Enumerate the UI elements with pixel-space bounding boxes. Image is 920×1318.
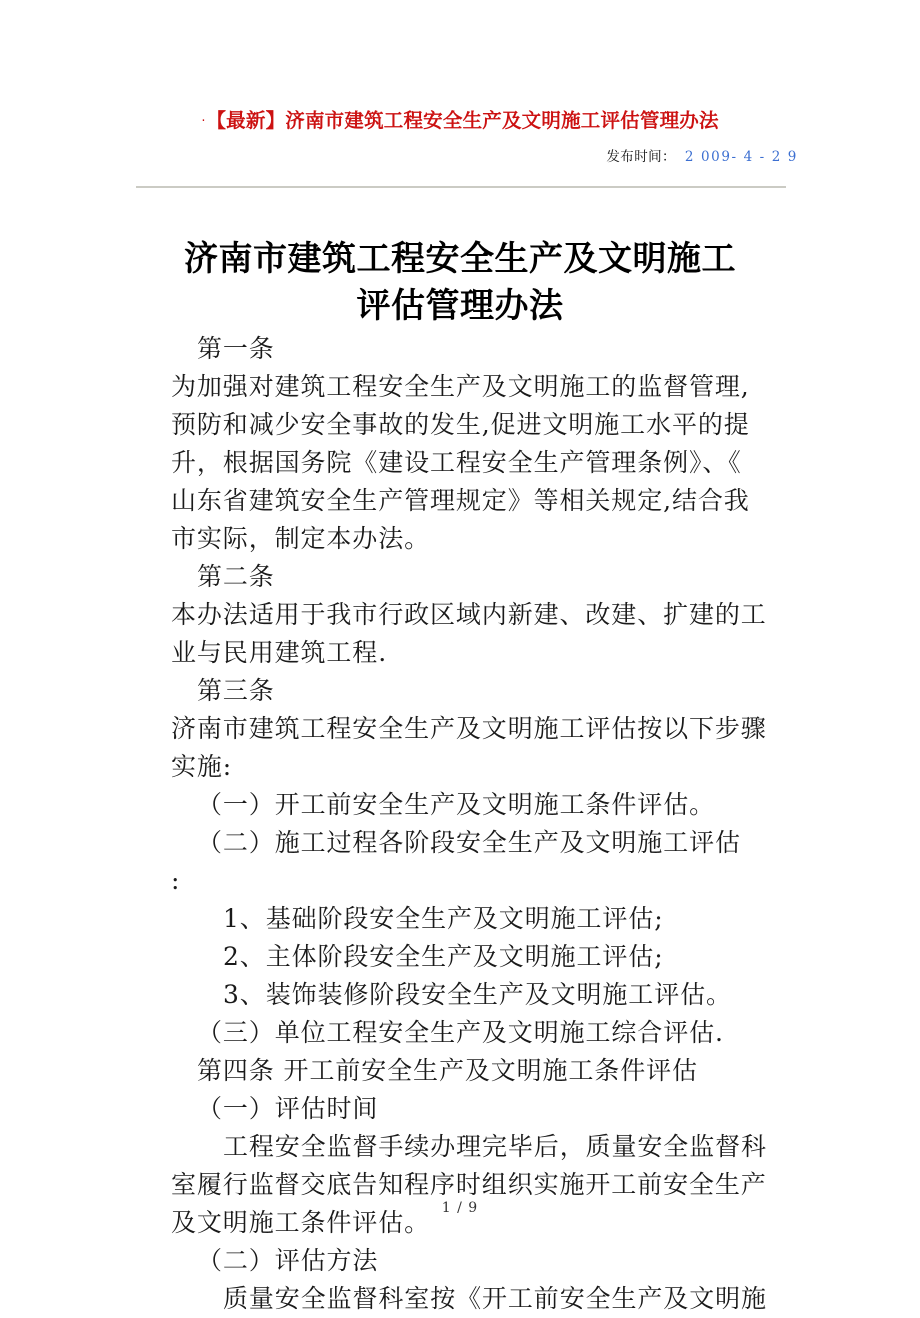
header-divider (136, 186, 786, 188)
document-body (171, 330, 767, 1318)
header-meta (0, 147, 920, 166)
body-line: 3、装饰装修阶段安全生产及文明施工评估。 (223, 980, 732, 1009)
body-line: 1、基础阶段安全生产及文明施工评估; (223, 904, 664, 933)
body-line: 市实际，制定本办法。 (171, 524, 431, 553)
body-line: 山东省建筑安全生产管理规定》等相关规定,结合我 (171, 486, 750, 515)
page-number: 1 / 9 (441, 1200, 479, 1216)
body-line: 为加强对建筑工程安全生产及文明施工的监督管理, (171, 372, 750, 401)
body-line: 预防和减少安全事故的发生,促进文明施工水平的提 (171, 410, 750, 439)
body-line: 第三条 (197, 676, 275, 705)
body-line: 质量安全监督科室按《开工前安全生产及文明施 (223, 1284, 767, 1313)
body-line: 济南市建筑工程安全生产及文明施工评估按以下步骤 (171, 714, 767, 743)
body-line: 第四条 开工前安全生产及文明施工条件评估 (197, 1056, 698, 1085)
page-title (0, 236, 920, 330)
body-line: 业与民用建筑工程. (171, 638, 388, 667)
body-line: （二）施工过程各阶段安全生产及文明施工评估 (197, 828, 741, 857)
publish-time-label: 发布时间： (606, 149, 676, 165)
body-line: 实施: (171, 752, 233, 781)
body-line: 室履行监督交底告知程序时组织实施开工前安全生产 (171, 1170, 767, 1199)
body-line: 第一条 (197, 334, 275, 363)
page-title-line-1: 济南市建筑工程安全生产及文明施工 (184, 239, 736, 279)
publish-time-value: 2 009- 4 - 2 9 (684, 149, 798, 165)
body-line: （二）评估方法 (197, 1246, 379, 1275)
body-line: （一）开工前安全生产及文明施工条件评估。 (197, 790, 716, 819)
body-line: 工程安全监督手续办理完毕后，质量安全监督科 (223, 1132, 767, 1161)
header-title-row (0, 106, 920, 136)
body-line: 本办法适用于我市行政区域内新建、改建、扩建的工 (171, 600, 767, 629)
body-line: 及文明施工条件评估。 (171, 1208, 431, 1237)
body-line: 2、主体阶段安全生产及文明施工评估; (223, 942, 664, 971)
header-bullet-dot: · (201, 114, 206, 129)
body-line: 第二条 (197, 562, 275, 591)
header-title: 【最新】济南市建筑工程安全生产及文明施工评估管理办法 (206, 109, 719, 132)
page-footer (0, 1200, 920, 1216)
body-line: （一）评估时间 (197, 1094, 379, 1123)
document-header (0, 106, 920, 166)
body-line: 升，根据国务院《建设工程安全生产管理条例》、《 (171, 448, 742, 477)
body-line: : (171, 866, 181, 895)
body-line: （三）单位工程安全生产及文明施工综合评估. (197, 1018, 724, 1047)
page-title-line-2: 评估管理办法 (356, 286, 564, 326)
